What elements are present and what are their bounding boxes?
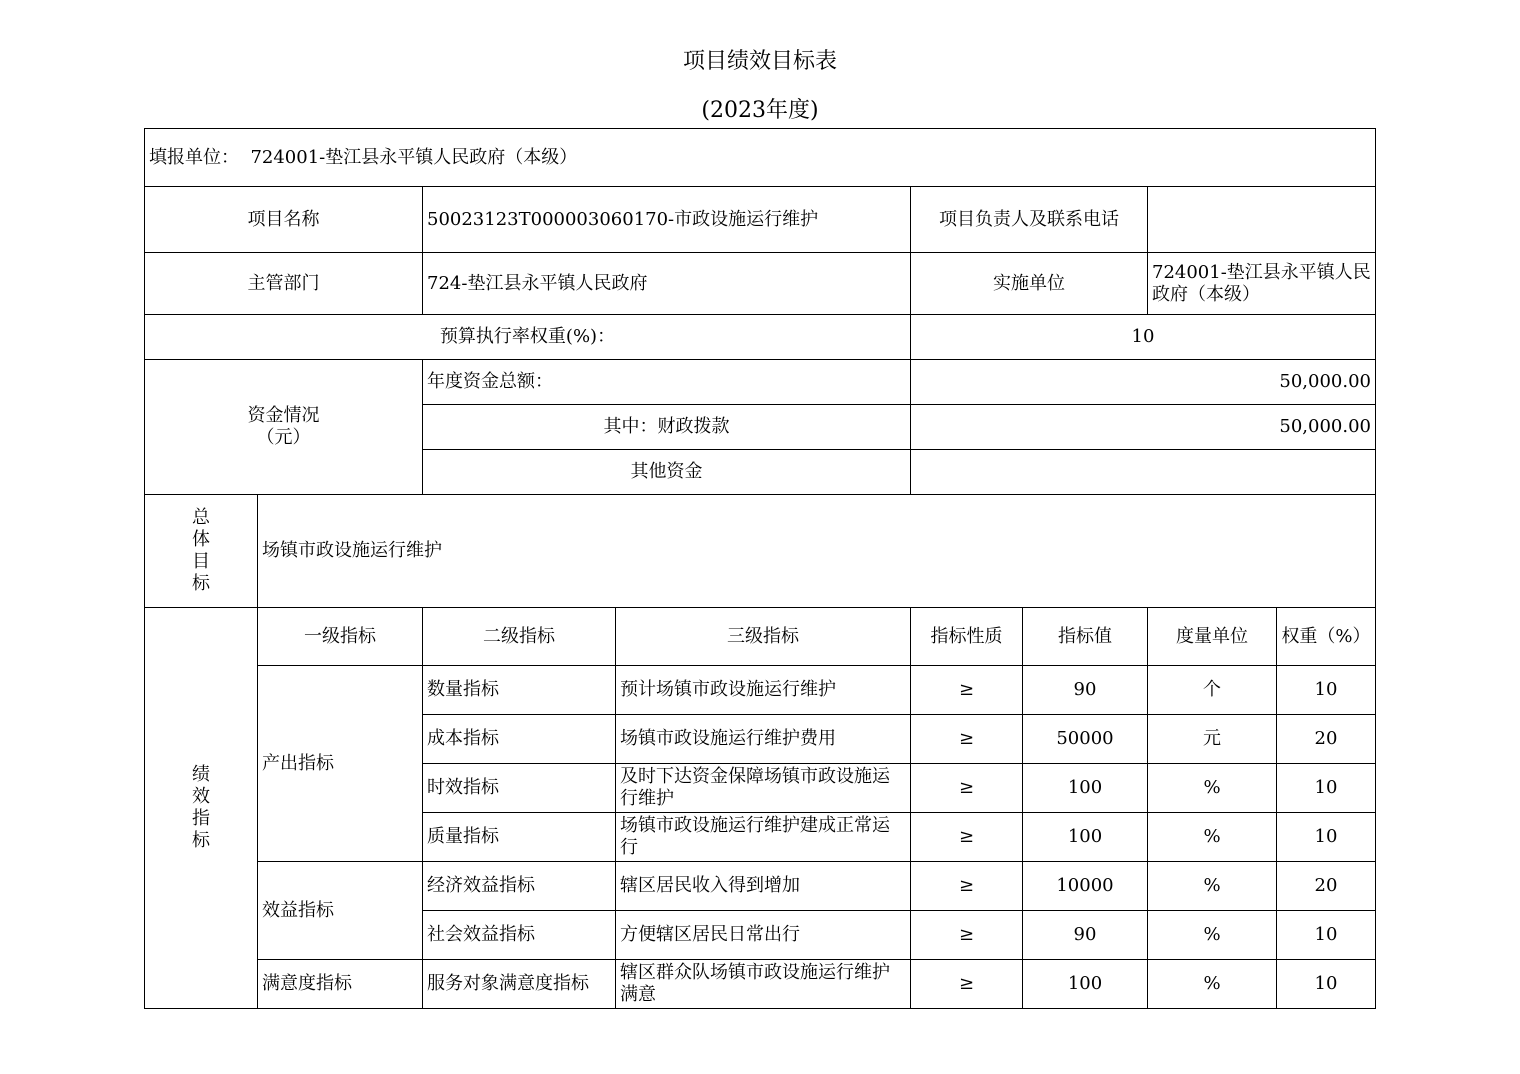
page-subtitle: (2023年度): [701, 98, 819, 123]
contact-label: 项目负责人及联系电话: [911, 187, 1148, 253]
funds-total-row: [145, 360, 1376, 405]
level3-cell: 辖区群众队场镇市政设施运行维护满意: [616, 960, 911, 1009]
value-cell: 90: [1023, 911, 1148, 960]
unit-value: 724001-垫江县永平镇人民政府（本级）: [250, 146, 578, 168]
performance-target-table: [144, 128, 1376, 1009]
level2-cell: 数量指标: [423, 666, 616, 715]
budget-weight-value: 10: [911, 315, 1376, 360]
unit-cell: %: [1148, 764, 1277, 813]
indicator-header-row: [145, 608, 1376, 666]
value-cell: 50000: [1023, 715, 1148, 764]
level3-cell: 及时下达资金保障场镇市政设施运行维护: [616, 764, 911, 813]
impl-unit-label: 实施单位: [911, 253, 1148, 315]
level3-cell: 场镇市政设施运行维护费用: [616, 715, 911, 764]
level2-cell: 成本指标: [423, 715, 616, 764]
overall-goal-row: [145, 495, 1376, 608]
weight-cell: 10: [1277, 764, 1376, 813]
indicator-char: 效: [192, 786, 210, 807]
page-title: 项目绩效目标表: [682, 49, 837, 74]
goal-char: 标: [192, 573, 210, 594]
header-value: 指标值: [1023, 608, 1148, 666]
unit-cell: %: [1148, 862, 1277, 911]
project-name-value: 50023123T000003060170-市政设施运行维护: [423, 187, 911, 253]
project-name-label: 项目名称: [145, 187, 423, 253]
nature-cell: ≥: [911, 862, 1023, 911]
unit-cell: 元: [1148, 715, 1277, 764]
unit-cell: [145, 129, 1376, 187]
goal-char: 总: [192, 507, 210, 528]
table-row: [145, 960, 1376, 1009]
table-row: [145, 862, 1376, 911]
weight-cell: 20: [1277, 715, 1376, 764]
weight-cell: 10: [1277, 813, 1376, 862]
contact-value: [1148, 187, 1376, 253]
funds-total-value: 50,000.00: [911, 360, 1376, 405]
weight-cell: 20: [1277, 862, 1376, 911]
funds-label-line2: （元）: [256, 427, 311, 448]
funds-other-label: 其他资金: [423, 450, 911, 495]
nature-cell: ≥: [911, 813, 1023, 862]
header-level2: 二级指标: [423, 608, 616, 666]
funds-fiscal-value: 50,000.00: [911, 405, 1376, 450]
level2-cell: 质量指标: [423, 813, 616, 862]
overall-goal-value: 场镇市政设施运行维护: [258, 495, 1376, 608]
value-cell: 100: [1023, 813, 1148, 862]
funds-label-line1: 资金情况: [247, 405, 320, 426]
table-row: [145, 666, 1376, 715]
level2-cell: 时效指标: [423, 764, 616, 813]
goal-char: 目: [192, 551, 210, 572]
level2-cell: 社会效益指标: [423, 911, 616, 960]
overall-goal-label: [145, 495, 258, 608]
header-weight: 权重（%）: [1277, 608, 1376, 666]
unit-row: [145, 129, 1376, 187]
indicator-char: 标: [192, 830, 210, 851]
level3-cell: 场镇市政设施运行维护建成正常运行: [616, 813, 911, 862]
nature-cell: ≥: [911, 764, 1023, 813]
funds-total-label: 年度资金总额：: [423, 360, 911, 405]
header-unit: 度量单位: [1148, 608, 1277, 666]
unit-label: 填报单位：: [149, 146, 239, 168]
indicators-label: [145, 608, 258, 1009]
indicator-char: 绩: [192, 764, 210, 785]
header-nature: 指标性质: [911, 608, 1023, 666]
weight-cell: 10: [1277, 666, 1376, 715]
level1-satisfaction: 满意度指标: [258, 960, 423, 1009]
level1-output: 产出指标: [258, 666, 423, 862]
level2-cell: 服务对象满意度指标: [423, 960, 616, 1009]
nature-cell: ≥: [911, 960, 1023, 1009]
budget-weight-label: 预算执行率权重(%)：: [145, 315, 911, 360]
unit-cell: %: [1148, 960, 1277, 1009]
weight-cell: 10: [1277, 960, 1376, 1009]
unit-cell: %: [1148, 813, 1277, 862]
value-cell: 10000: [1023, 862, 1148, 911]
funds-other-value: [911, 450, 1376, 495]
indicator-char: 指: [192, 808, 210, 829]
level2-cell: 经济效益指标: [423, 862, 616, 911]
dept-row: [145, 253, 1376, 315]
level3-cell: 辖区居民收入得到增加: [616, 862, 911, 911]
impl-unit-value: 724001-垫江县永平镇人民政府（本级）: [1148, 253, 1376, 315]
level3-cell: 方便辖区居民日常出行: [616, 911, 911, 960]
value-cell: 100: [1023, 764, 1148, 813]
dept-value: 724-垫江县永平镇人民政府: [423, 253, 911, 315]
value-cell: 90: [1023, 666, 1148, 715]
level3-cell: 预计场镇市政设施运行维护: [616, 666, 911, 715]
funds-label: [145, 360, 423, 495]
budget-weight-row: [145, 315, 1376, 360]
header-level1: 一级指标: [258, 608, 423, 666]
header-level3: 三级指标: [616, 608, 911, 666]
nature-cell: ≥: [911, 666, 1023, 715]
goal-char: 体: [192, 529, 210, 550]
level1-benefit: 效益指标: [258, 862, 423, 960]
value-cell: 100: [1023, 960, 1148, 1009]
unit-cell: 个: [1148, 666, 1277, 715]
project-name-row: [145, 187, 1376, 253]
weight-cell: 10: [1277, 911, 1376, 960]
nature-cell: ≥: [911, 911, 1023, 960]
dept-label: 主管部门: [145, 253, 423, 315]
unit-cell: %: [1148, 911, 1277, 960]
nature-cell: ≥: [911, 715, 1023, 764]
funds-fiscal-label: 其中：财政拨款: [423, 405, 911, 450]
